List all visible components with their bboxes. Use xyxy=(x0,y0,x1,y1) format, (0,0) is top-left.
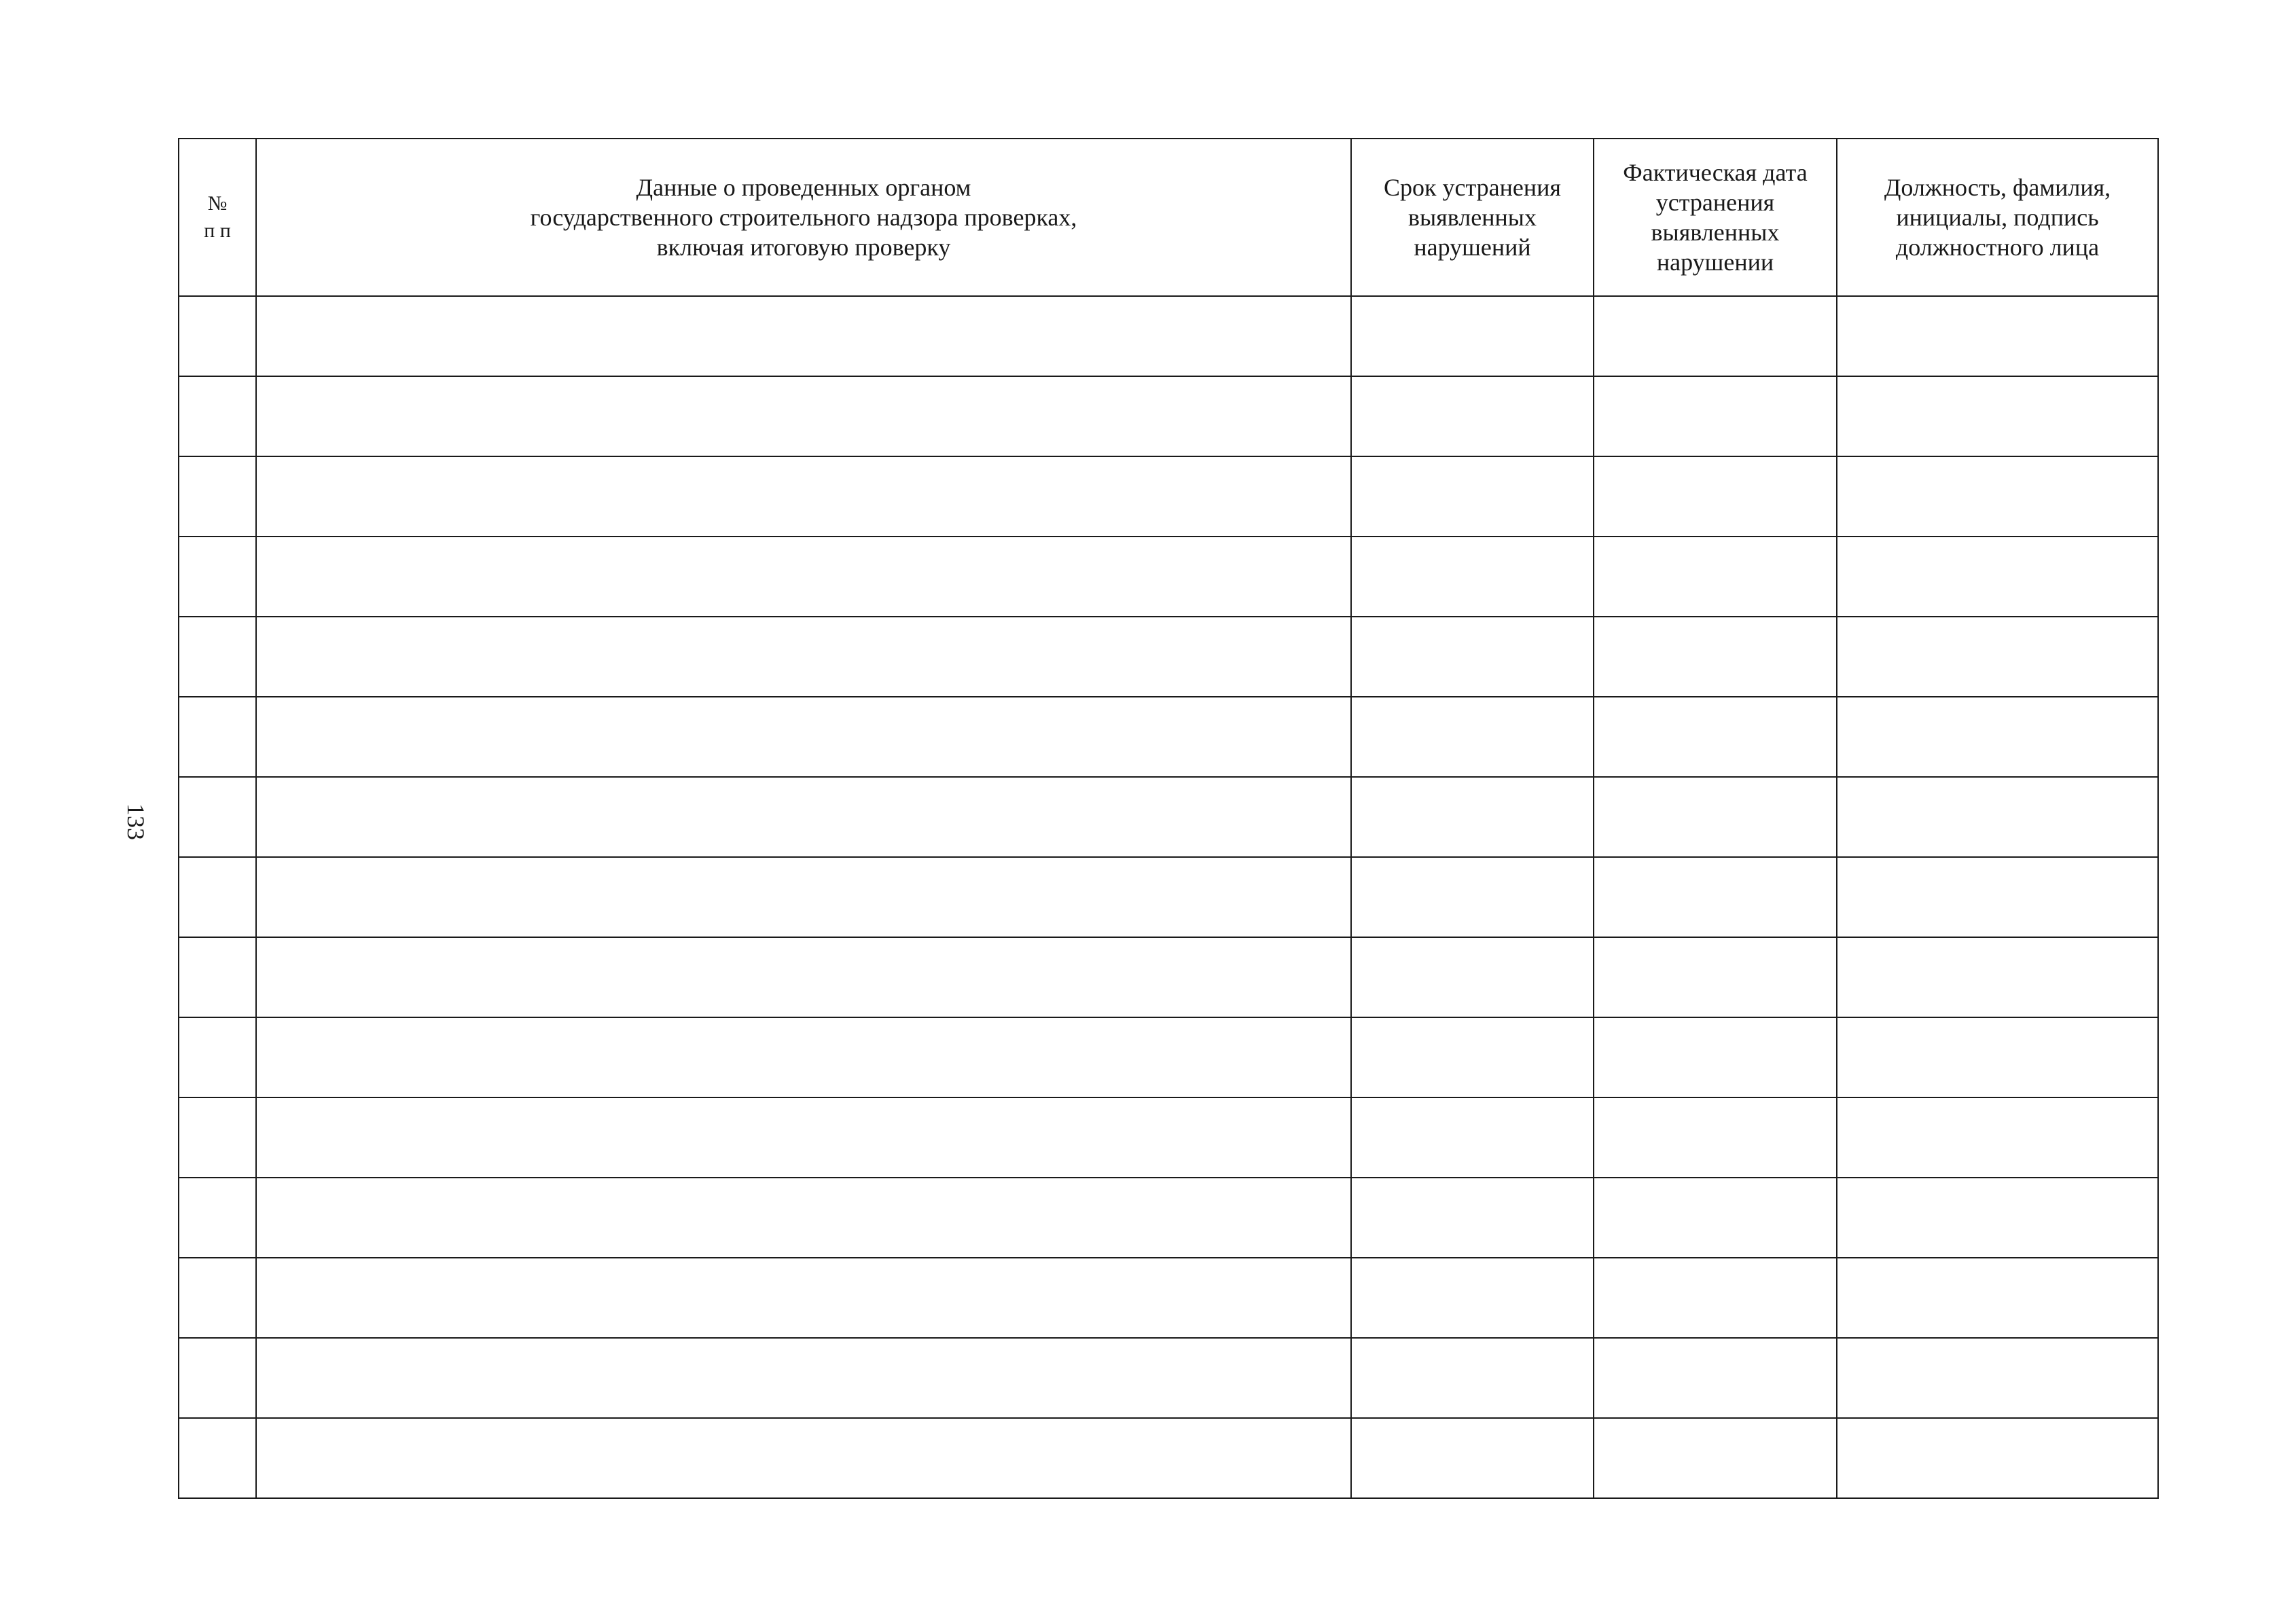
cell-inspection-data xyxy=(256,777,1351,857)
cell-number xyxy=(179,697,256,777)
header-official: Должность, фамилия, инициалы, подпись должностного лица xyxy=(1837,139,2158,296)
cell-number xyxy=(179,1258,256,1338)
header-number: № п п xyxy=(179,139,256,296)
cell-actual-date xyxy=(1594,617,1837,697)
table-row xyxy=(179,376,2158,456)
table-row xyxy=(179,296,2158,376)
table-body xyxy=(179,296,2158,1498)
cell-official xyxy=(1837,1338,2158,1418)
cell-inspection-data xyxy=(256,537,1351,617)
cell-deadline xyxy=(1351,1097,1594,1178)
table-row xyxy=(179,937,2158,1017)
cell-actual-date xyxy=(1594,1097,1837,1178)
table-row xyxy=(179,1097,2158,1178)
cell-official xyxy=(1837,617,2158,697)
cell-inspection-data xyxy=(256,1338,1351,1418)
cell-official xyxy=(1837,1418,2158,1498)
table-row xyxy=(179,857,2158,937)
cell-number xyxy=(179,617,256,697)
cell-official xyxy=(1837,296,2158,376)
inspection-journal-table xyxy=(178,138,2159,1499)
cell-deadline xyxy=(1351,1258,1594,1338)
cell-number xyxy=(179,296,256,376)
cell-deadline xyxy=(1351,1017,1594,1097)
cell-deadline xyxy=(1351,617,1594,697)
cell-inspection-data xyxy=(256,697,1351,777)
table-row xyxy=(179,617,2158,697)
cell-official xyxy=(1837,937,2158,1017)
cell-deadline xyxy=(1351,1338,1594,1418)
table-row xyxy=(179,1178,2158,1258)
cell-inspection-data xyxy=(256,1258,1351,1338)
cell-number xyxy=(179,376,256,456)
cell-number xyxy=(179,1418,256,1498)
cell-deadline xyxy=(1351,937,1594,1017)
cell-deadline xyxy=(1351,857,1594,937)
header-deadline: Срок устранения выявленных нарушений xyxy=(1351,139,1594,296)
cell-actual-date xyxy=(1594,376,1837,456)
cell-official xyxy=(1837,537,2158,617)
cell-deadline xyxy=(1351,1178,1594,1258)
cell-actual-date xyxy=(1594,937,1837,1017)
cell-deadline xyxy=(1351,376,1594,456)
table-row xyxy=(179,1258,2158,1338)
cell-actual-date xyxy=(1594,1017,1837,1097)
cell-number xyxy=(179,537,256,617)
cell-inspection-data xyxy=(256,937,1351,1017)
table-row xyxy=(179,456,2158,537)
table-row xyxy=(179,537,2158,617)
cell-inspection-data xyxy=(256,1418,1351,1498)
cell-actual-date xyxy=(1594,1338,1837,1418)
cell-inspection-data xyxy=(256,1017,1351,1097)
cell-inspection-data xyxy=(256,857,1351,937)
cell-inspection-data xyxy=(256,617,1351,697)
cell-deadline xyxy=(1351,296,1594,376)
cell-official xyxy=(1837,857,2158,937)
cell-number xyxy=(179,937,256,1017)
cell-inspection-data xyxy=(256,1178,1351,1258)
cell-actual-date xyxy=(1594,296,1837,376)
cell-actual-date xyxy=(1594,697,1837,777)
cell-actual-date xyxy=(1594,1258,1837,1338)
cell-actual-date xyxy=(1594,857,1837,937)
table-row xyxy=(179,1017,2158,1097)
cell-deadline xyxy=(1351,1418,1594,1498)
cell-official xyxy=(1837,777,2158,857)
cell-actual-date xyxy=(1594,456,1837,537)
cell-official xyxy=(1837,697,2158,777)
cell-official xyxy=(1837,1017,2158,1097)
cell-number xyxy=(179,1097,256,1178)
cell-actual-date xyxy=(1594,1418,1837,1498)
page-number: 133 xyxy=(122,803,149,840)
cell-inspection-data xyxy=(256,296,1351,376)
header-inspection-data: Данные о проведенных органом государственного строительного надзора проверках, включая итоговую проверку xyxy=(256,139,1351,296)
table-row xyxy=(179,1418,2158,1498)
cell-deadline xyxy=(1351,537,1594,617)
cell-official xyxy=(1837,1258,2158,1338)
cell-number xyxy=(179,1178,256,1258)
table-row xyxy=(179,697,2158,777)
table-row xyxy=(179,777,2158,857)
cell-deadline xyxy=(1351,456,1594,537)
cell-inspection-data xyxy=(256,376,1351,456)
cell-official xyxy=(1837,1178,2158,1258)
cell-actual-date xyxy=(1594,1178,1837,1258)
cell-actual-date xyxy=(1594,537,1837,617)
cell-actual-date xyxy=(1594,777,1837,857)
cell-official xyxy=(1837,456,2158,537)
cell-deadline xyxy=(1351,777,1594,857)
table-header-row xyxy=(179,139,2158,296)
cell-official xyxy=(1837,376,2158,456)
cell-inspection-data xyxy=(256,1097,1351,1178)
table-row xyxy=(179,1338,2158,1418)
header-actual-date: Фактическая дата устранения выявленных нарушении xyxy=(1594,139,1837,296)
cell-number xyxy=(179,1017,256,1097)
cell-number xyxy=(179,777,256,857)
cell-number xyxy=(179,456,256,537)
cell-inspection-data xyxy=(256,456,1351,537)
cell-number xyxy=(179,857,256,937)
cell-deadline xyxy=(1351,697,1594,777)
cell-number xyxy=(179,1338,256,1418)
cell-official xyxy=(1837,1097,2158,1178)
